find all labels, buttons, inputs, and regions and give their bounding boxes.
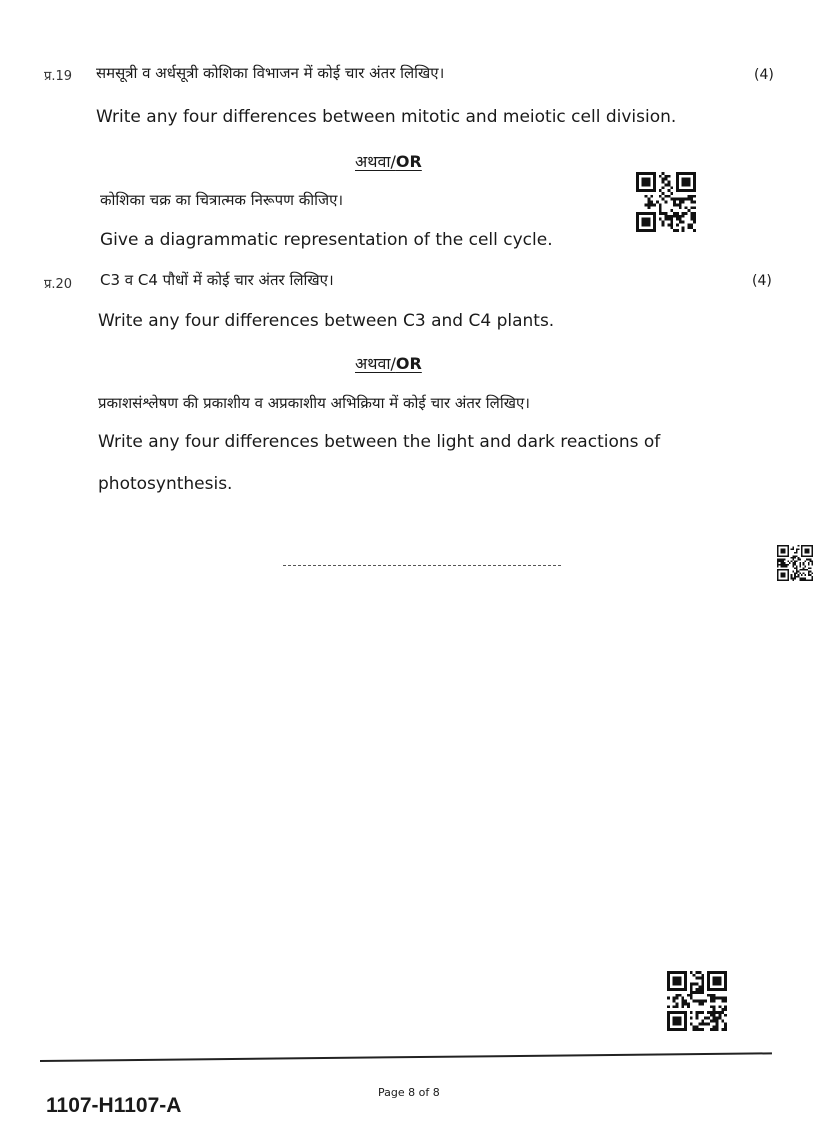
or-label-hindi: अथवा	[355, 152, 391, 171]
question-marks: (4)	[754, 67, 774, 83]
question-text-hindi: समसूत्री व अर्धसूत्री कोशिका विभाजन में कोई चार अंतर लिखिए।	[96, 64, 445, 82]
paper-code: 1107-H1107-A	[46, 1094, 182, 1117]
question-text-english: Write any four differences between mitotic and meiotic cell division.	[96, 107, 677, 127]
or-separator: अथवा/OR	[355, 354, 422, 373]
footer-rule	[40, 1052, 772, 1062]
question-number: प्र.19	[44, 69, 73, 84]
qr-code-icon	[667, 970, 727, 1032]
or-label-hindi: अथवा	[355, 354, 391, 373]
alternate-question-english: Give a diagrammatic representation of the cell cycle.	[100, 230, 553, 250]
alternate-question-english-line2: photosynthesis.	[98, 474, 233, 494]
qr-code-icon	[636, 170, 696, 234]
or-label-english: OR	[395, 152, 422, 171]
question-marks: (4)	[752, 273, 772, 289]
qr-code-icon	[776, 545, 814, 581]
or-label-english: OR	[395, 354, 422, 373]
alternate-question-english-line1: Write any four differences between the light and dark reactions of	[98, 432, 661, 452]
or-separator: अथवा/OR	[355, 152, 422, 171]
alternate-question-hindi: कोशिका चक्र का चित्रात्मक निरूपण कीजिए।	[100, 191, 344, 209]
question-text-english: Write any four differences between C3 and C4 plants.	[98, 311, 555, 331]
page-number: Page 8 of 8	[378, 1086, 440, 1099]
question-text-hindi: C3 व C4 पौधों में कोई चार अंतर लिखिए।	[100, 271, 334, 289]
alternate-question-hindi: प्रकाशसंश्लेषण की प्रकाशीय व अप्रकाशीय अभिक्रिया में कोई चार अंतर लिखिए।	[98, 394, 530, 412]
end-divider	[283, 565, 561, 566]
question-number: प्र.20	[44, 277, 73, 292]
